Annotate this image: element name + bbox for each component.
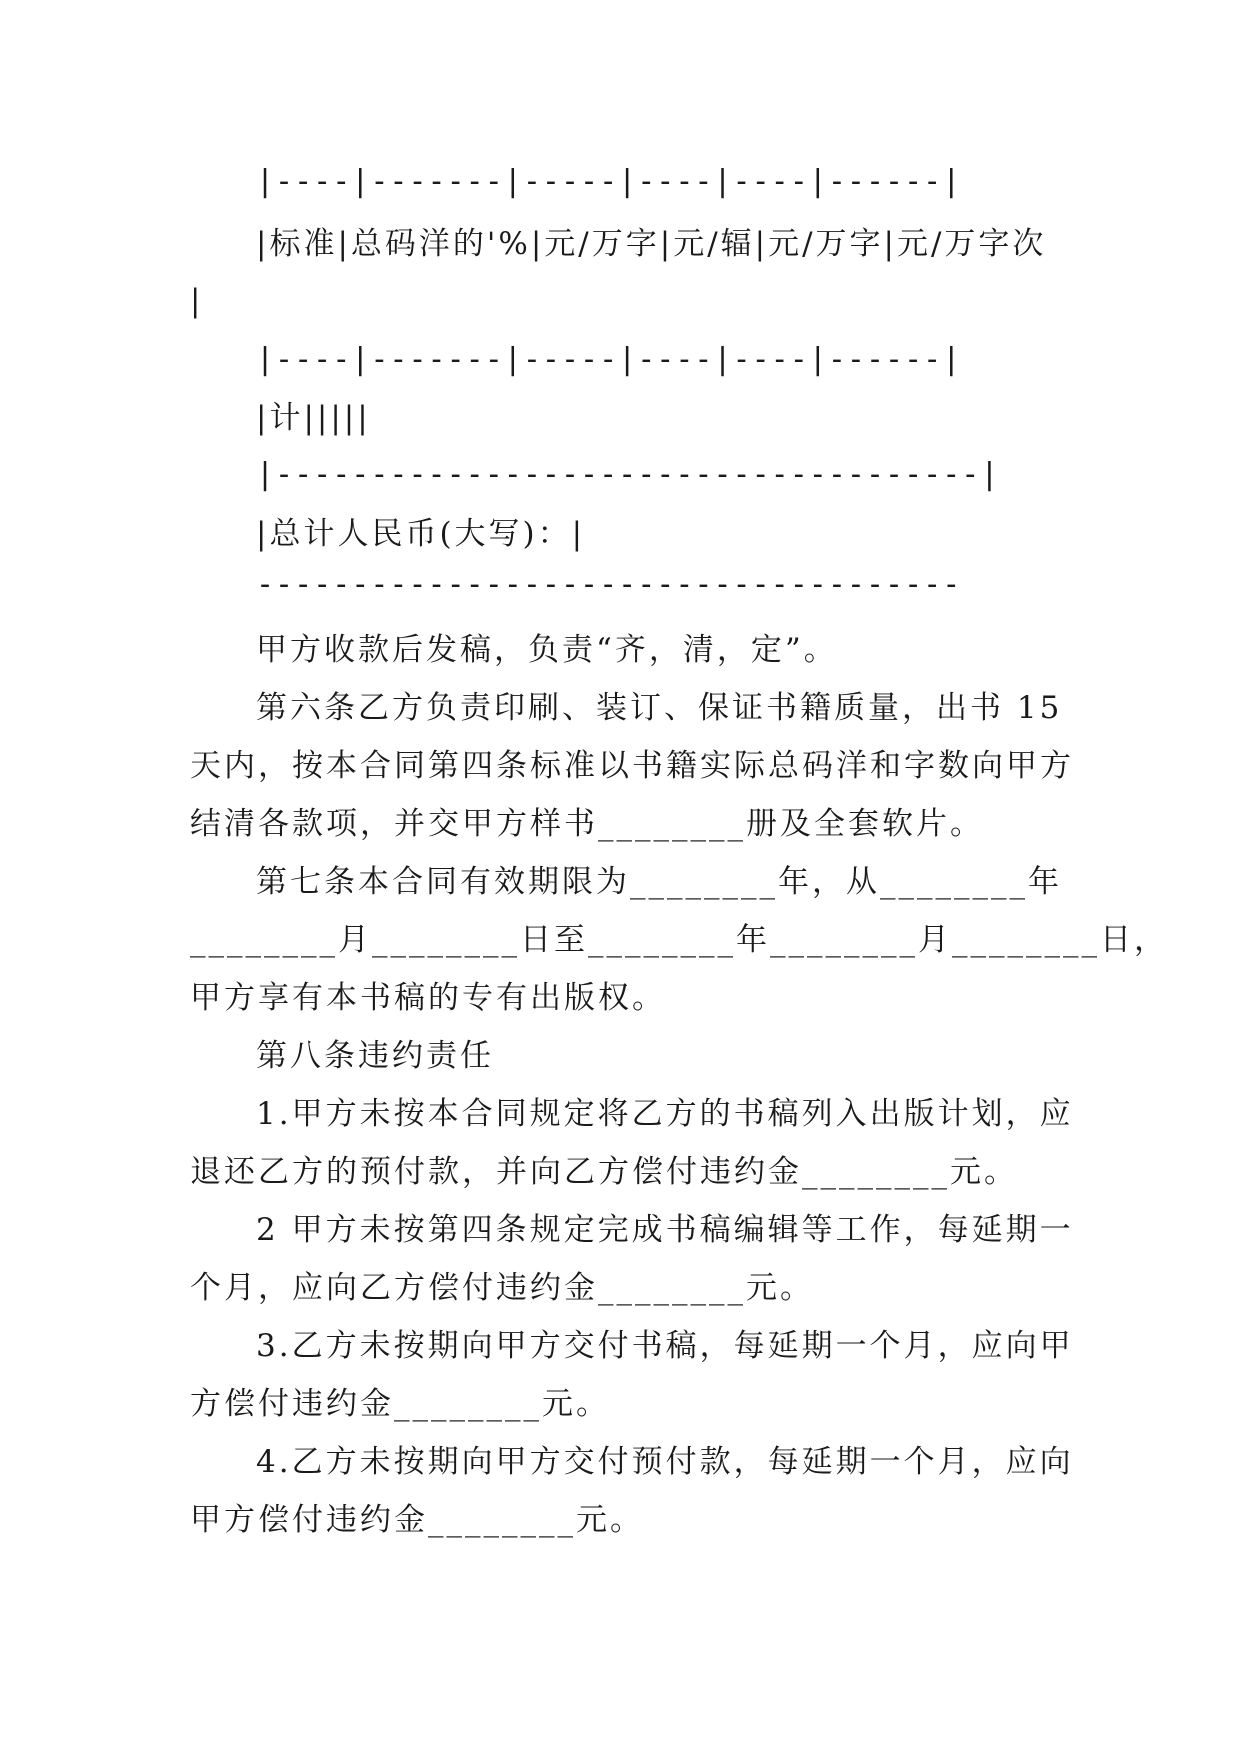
article-6-line: 天内，按本合同第四条标准以书籍实际总码洋和字数向甲方	[190, 748, 1074, 784]
article-6-line: 第六条乙方负责印刷、装订、保证书籍质量，出书 15	[256, 690, 1063, 726]
liability-item-2: 个月，应向乙方偿付违约金________元。	[190, 1270, 814, 1306]
table-header-row: |标准|总码洋的'%|元/万字|元/辐|元/万字|元/万字次	[256, 226, 1047, 262]
table-separator-row: |----|-------|-----|----|----|------|	[256, 342, 962, 377]
paragraph-delivery: 甲方收款后发稿，负责“齐，清，定”。	[256, 632, 838, 668]
table-total-row: |计|||||	[256, 400, 371, 436]
table-bottom-rule: -------------------------------------	[256, 567, 962, 602]
table-separator-row: |----|-------|-----|----|----|------|	[256, 164, 962, 199]
liability-item-1: 1.甲方未按本合同规定将乙方的书稿列入出版计划，应	[256, 1096, 1074, 1132]
liability-item-1: 退还乙方的预付款，并向乙方偿付违约金________元。	[190, 1154, 1018, 1190]
table-separator-row: |-------------------------------------|	[256, 457, 1000, 492]
liability-item-4: 甲方偿付违约金________元。	[190, 1502, 644, 1538]
article-7-line: ________月________日至________年________月________日，	[190, 922, 1168, 958]
liability-item-3: 方偿付违约金________元。	[190, 1386, 610, 1422]
article-8-title: 第八条违约责任	[256, 1038, 494, 1074]
liability-item-4: 4.乙方未按期向甲方交付预付款，每延期一个月，应向	[256, 1444, 1074, 1480]
article-7-line: 甲方享有本书稿的专有出版权。	[190, 980, 666, 1016]
table-grand-total-row: |总计人民币(大写)：|	[256, 516, 586, 552]
article-7-line: 第七条本合同有效期限为________年，从________年	[256, 864, 1062, 900]
liability-item-2: 2 甲方未按第四条规定完成书稿编辑等工作，每延期一	[256, 1212, 1074, 1248]
article-6-line: 结清各款项，并交甲方样书________册及全套软片。	[190, 806, 984, 842]
liability-item-3: 3.乙方未按期向甲方交付书稿，每延期一个月，应向甲	[256, 1328, 1074, 1364]
table-header-row-tail: |	[190, 283, 204, 319]
